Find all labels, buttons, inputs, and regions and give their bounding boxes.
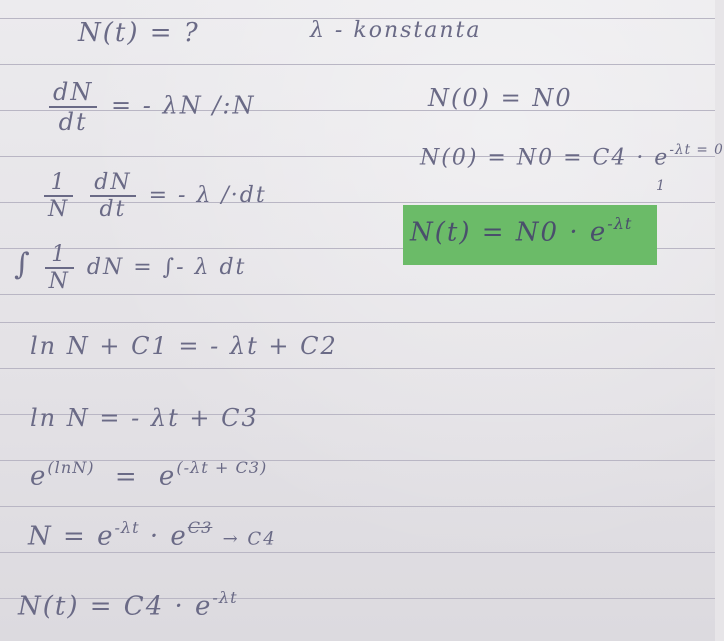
fraction: [90, 170, 135, 222]
exponent: -λt: [114, 517, 140, 537]
denominator: dt: [99, 197, 127, 222]
equation-1: [45, 78, 256, 136]
numerator: 1: [45, 242, 74, 269]
equation-8: [18, 587, 238, 622]
final-result: [410, 213, 633, 248]
ruled-line: [0, 322, 715, 323]
exponent: (-λt + C3): [176, 457, 268, 477]
equation-2: [40, 170, 267, 222]
fraction: [45, 242, 74, 294]
initial-condition: N(0) = N0: [428, 84, 573, 112]
equation-rest: dN = ∫- λ dt: [86, 255, 247, 280]
times-e: · e: [149, 521, 188, 552]
equation-lead: N(t) = C4 · e: [18, 591, 213, 622]
ruled-line: [0, 64, 715, 65]
equation-5: ln N = - λt + C3: [30, 404, 259, 432]
fraction: [49, 78, 97, 136]
denominator: N: [48, 197, 70, 222]
lambda-constant-note: λ - konstanta: [310, 18, 482, 43]
equation-4: ln N + C1 = - λt + C2: [30, 332, 338, 360]
equals-sign: =: [114, 461, 139, 492]
exponent: -λt: [607, 213, 633, 233]
annotation-mark: 1: [656, 178, 665, 194]
equation-6: [30, 457, 268, 492]
exponent: -λt: [212, 587, 238, 607]
exponent: -λt = 0: [669, 141, 724, 158]
base-e: e: [158, 461, 177, 492]
numerator: dN: [49, 78, 97, 108]
denominator: N: [48, 269, 70, 294]
exponent: (lnN): [47, 457, 95, 477]
equation-lead: N(t) = N0 · e: [410, 217, 608, 248]
fraction: [44, 170, 73, 222]
base-e: e: [30, 461, 48, 492]
numerator: dN: [90, 170, 135, 197]
equation-tail: → C4: [222, 528, 277, 550]
equation-7: [28, 517, 277, 552]
equation-lead: N(0) = N0 = C4 · e: [420, 145, 670, 171]
denominator: dt: [58, 108, 88, 136]
initial-condition-substituted: [420, 141, 724, 171]
struck-exponent: C3: [187, 517, 213, 537]
equation-3: [14, 242, 246, 294]
integral-sign: ∫: [14, 247, 32, 282]
equation-lead: N = e: [28, 521, 115, 552]
numerator: 1: [44, 170, 73, 197]
ruled-line: [0, 294, 715, 295]
equation-rest: = - λ /·dt: [148, 183, 267, 208]
equation-rest: = - λN /:N: [111, 91, 256, 120]
ruled-line: [0, 368, 715, 369]
question-line: N(t) = ?: [78, 18, 200, 48]
ruled-line: [0, 552, 715, 553]
ruled-line: [0, 506, 715, 507]
